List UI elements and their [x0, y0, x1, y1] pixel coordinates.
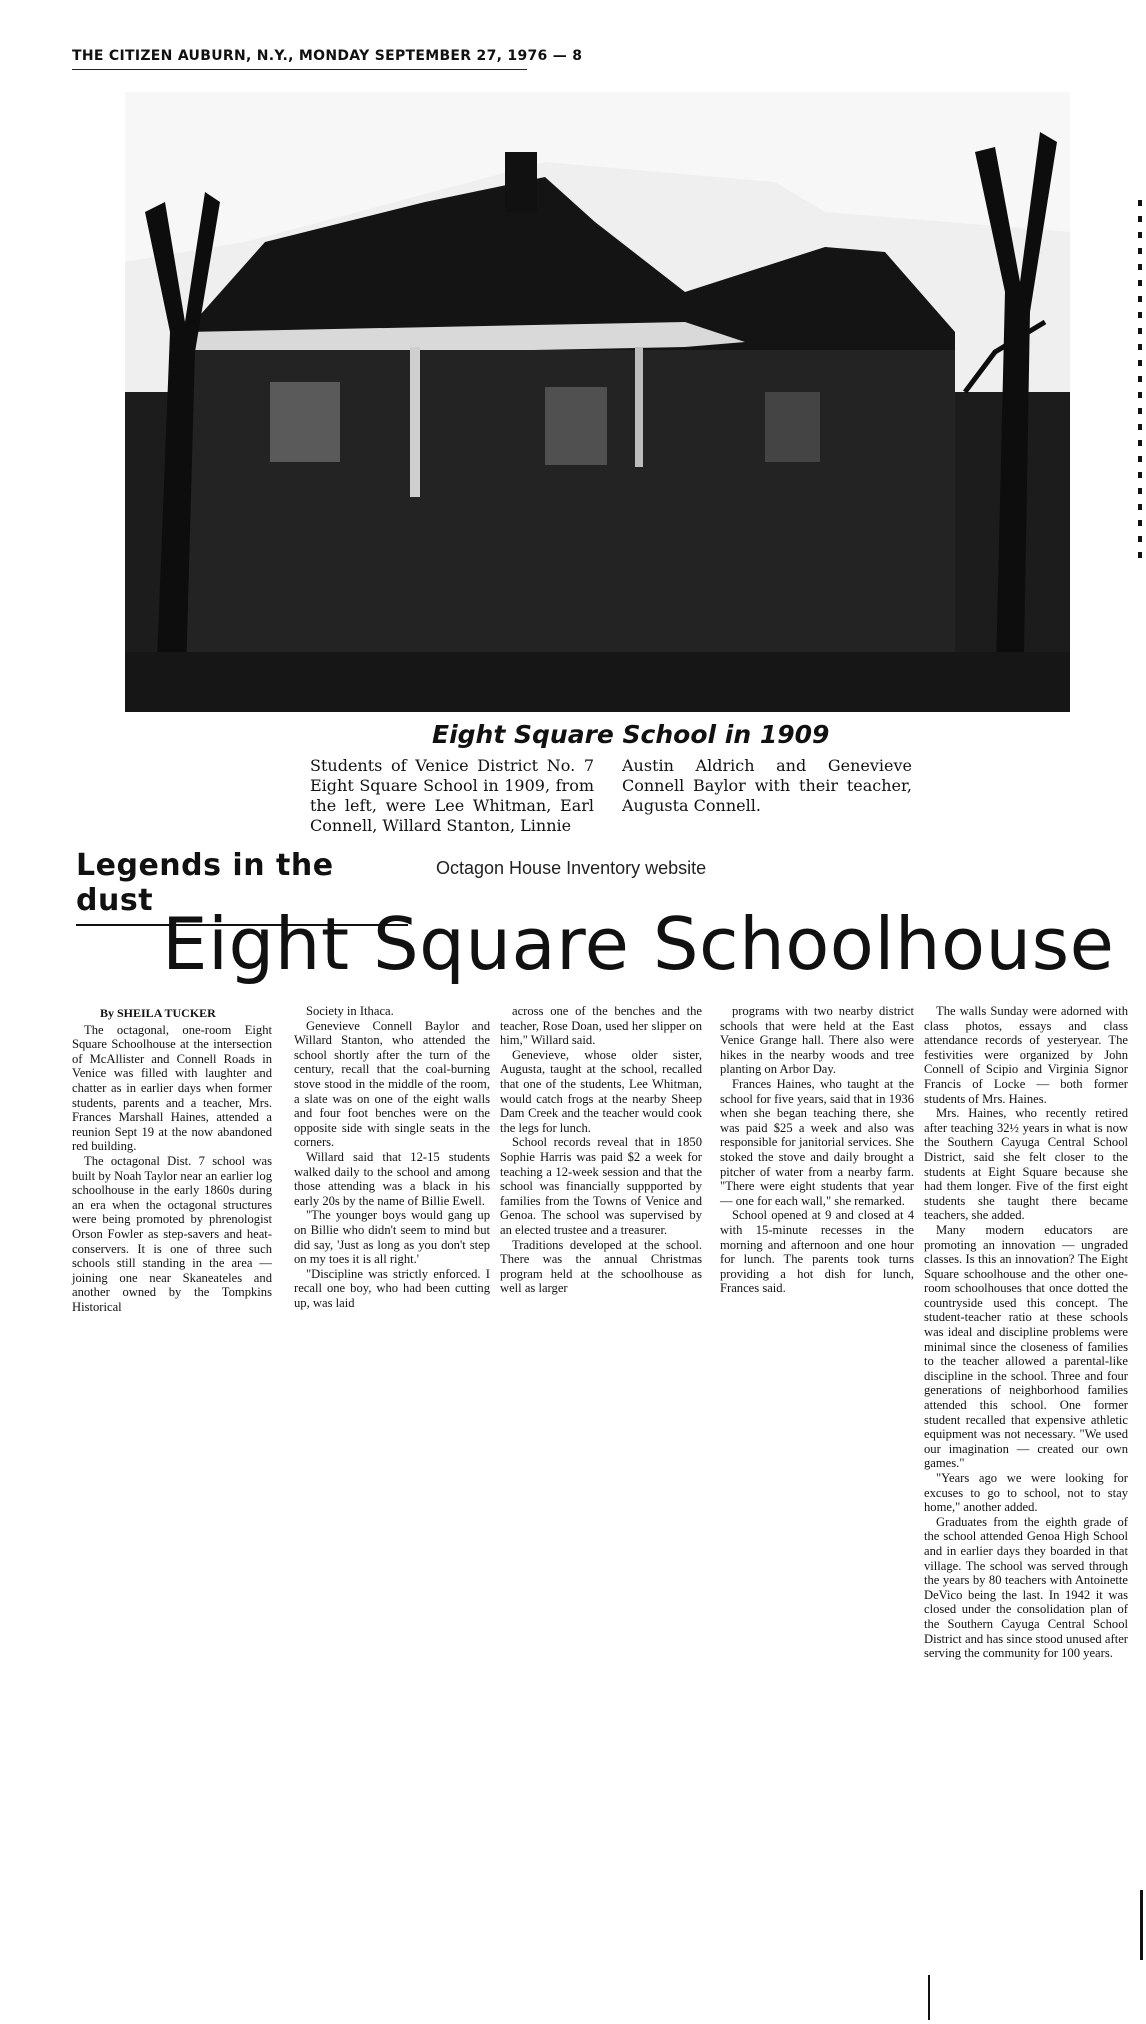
paragraph: "Discipline was strictly enforced. I recall one boy, who had been cutting up, was laid [294, 1266, 490, 1310]
photo-caption-title: Eight Square School in 1909 [432, 720, 830, 749]
section-kicker: Legends in the dust [76, 848, 408, 926]
paragraph: Genevieve Connell Baylor and Willard Stanton, who attended the school shortly after the turn of the century, recall that the coal-burning stove stood in the middle of the room, a slate was on one of the eight walls and four foot benches were on the opposite side with single seats in the corners. [294, 1018, 490, 1150]
source-annotation: Octagon House Inventory website [436, 858, 707, 878]
paragraph: Many modern educators are promoting an innovation — ungraded classes. Is this an innovation? The Eight Square schoolhouse and the other one-room schoolhouses that once dotted the countryside used this concept. The student-teacher ratio at these schools was ideal and discipline problems were minimal since the closeness of families to the teacher allowed a parental-like discipline in the school. Three and four generations of neighborhood families attended this school. One former student recalled that expensive athletic equipment was not necessary. "We used our imagination — created our own games." [924, 1222, 1128, 1471]
paragraph: Traditions developed at the school. There was the annual Christmas program held at the schoolhouse as well as larger [500, 1237, 702, 1296]
paragraph: Society in Ithaca. [306, 1004, 394, 1018]
article-column-2 [294, 1004, 490, 1310]
paragraph: Genevieve, whose older sister, Augusta, taught at the school, recalled that one of the students, Lee Whitman, would catch frogs at the nearby Sheep Dam Creek and the teacher would cook the legs for lunch. [500, 1047, 702, 1135]
masthead: THE CITIZEN AUBURN, N.Y., MONDAY SEPTEMBER 27, 1976 — 8 [72, 48, 527, 70]
article-column-3 [500, 1004, 702, 1296]
paragraph: Mrs. Haines, who recently retired after teaching 32½ years in what is now the Southern Cayuga Central School District, said she felt closer to the students at Eight Square because she had them longer. Five of the first eight students she taught there became teachers, she added. [924, 1106, 1128, 1223]
margin-rule [1140, 1890, 1143, 1960]
paragraph: Graduates from the eighth grade of the school attended Genoa High School and in earlier days they boarded in that village. The school was served through the years by 80 teachers with Antoinette DeVico being the last. In 1942 it was closed under the consolidation plan of the Southern Cayuga Central School District and has since stood unused after serving the community for 100 years. [924, 1514, 1128, 1661]
schoolhouse-photo-illustration [125, 92, 1070, 712]
article-column-1 [72, 1006, 272, 1314]
paragraph: School records reveal that in 1850 Sophie Harris was paid $2 a week for teaching a 12-week session and that the school was financially suppported by families from the Towns of Venice and Genoa. The school was supervised by an elected trustee and a treasurer. [500, 1135, 702, 1237]
paragraph: The octagonal Dist. 7 school was built by Noah Taylor near an earlier log schoolhouse in the early 1860s during an era when the octagonal structures were being promoted by phrenologist Orson Fowler as step-savers and heat-conservers. It is one of three such schools still standing in the area — joining one near Skaneateles and another owned by the Tompkins Historical [72, 1153, 272, 1314]
paragraph: The octagonal, one-room Eight Square Schoolhouse at the intersection of McAllister and Connell Roads in Venice was filled with laughter and chatter as in earlier days when former students, parents and a teacher, Mrs. Frances Marshall Haines, attended a reunion Sept 19 at the now abandoned red building. [72, 1022, 272, 1154]
paragraph: across one of the benches and the teacher, Rose Doan, used her slipper on him," Willard said. [500, 1004, 702, 1048]
margin-rule [928, 1975, 930, 2020]
photo-caption-left: Students of Venice District No. 7 Eight Square School in 1909, from the left, were Lee Whitman, Earl Connell, Willard Stanton, Linnie [310, 756, 594, 835]
paragraph: Frances Haines, who taught at the school for five years, said that in 1936 when she began teaching there, she was paid $25 a week and also was responsible for janitorial services. She stoked the stove and daily brought a pitcher of water from a nearby farm. "There were eight students that year — one for each wall," she remarked. [720, 1076, 914, 1208]
paragraph: "The younger boys would gang up on Billie who didn't seem to mind but did say, 'Just as long as you don't step on my toes it is all right.' [294, 1208, 490, 1267]
photo-caption-right: Austin Aldrich and Genevieve Connell Baylor with their teacher, Augusta Connell. [622, 756, 912, 815]
article-column-5 [924, 1004, 1128, 1661]
paragraph: School opened at 9 and closed at 4 with 15-minute recesses in the morning and afternoon and one hour for lunch. The parents took turns providing a hot dish for lunch, Frances said. [720, 1208, 914, 1296]
byline: By SHEILA TUCKER [100, 1006, 216, 1020]
paragraph: programs with two nearby district schools that were held at the East Venice Grange hall. There also were hikes in the nearby woods and tree planting on Arbor Day. [720, 1004, 914, 1077]
paragraph: The walls Sunday were adorned with class photos, essays and class attendance records of yesteryear. The festivities were organized by John Connell of Scipio and Virginia Signor Francis of Locke — both former students of Mrs. Haines. [924, 1004, 1128, 1106]
paragraph: Willard said that 12-15 students walked daily to the school and among those attending was a black in his early 20s by the name of Billie Ewell. [294, 1149, 490, 1208]
paragraph: "Years ago we were looking for excuses to go to school, not to stay home," another added. [924, 1471, 1128, 1515]
headline: Eight Square Schoolhouse [162, 902, 1115, 986]
article-column-4 [720, 1004, 914, 1296]
schoolhouse-photo [125, 92, 1070, 712]
adjacent-page-edge [1138, 200, 1142, 560]
